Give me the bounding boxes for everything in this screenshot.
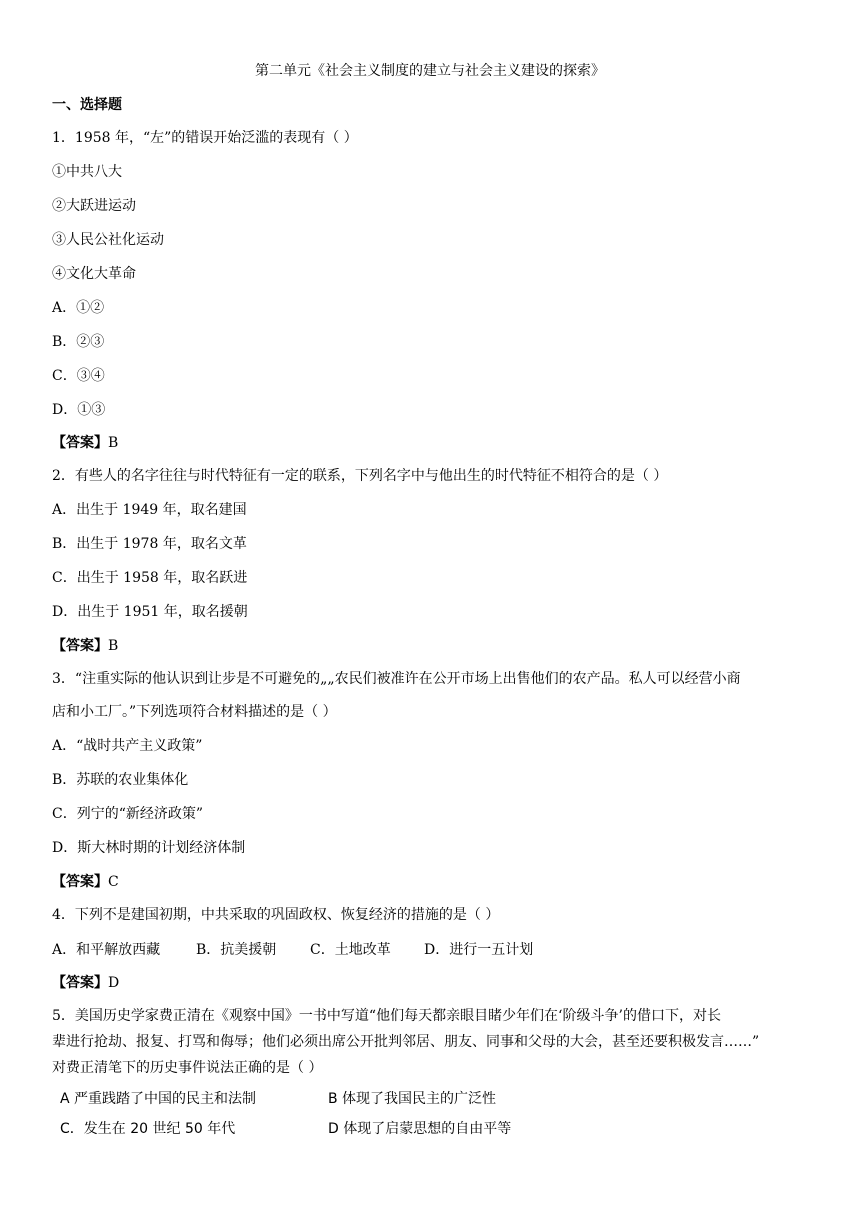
- question-2-answer: [52, 636, 118, 656]
- question-3-stem-line-1: 3．“注重实际的他认识到让步是不可避免的„„农民们被准许在公开市场上出售他们的农产品。私人可以经营小商: [52, 671, 741, 687]
- question-4-option-b: B．抗美援朝: [196, 942, 277, 958]
- answer-label: 【答案】: [52, 638, 108, 654]
- question-2-option-a: A．出生于 1949 年，取名建国: [52, 502, 247, 518]
- question-3-option-a: A．“战时共产主义政策”: [52, 738, 203, 754]
- question-3-answer: [52, 872, 119, 892]
- section-heading: 一、选择题: [52, 97, 122, 113]
- question-1-item-4: ④文化大革命: [52, 266, 136, 282]
- question-5-options-row-2: [60, 1119, 511, 1139]
- document-title: 第二单元《社会主义制度的建立与社会主义建设的探索》: [255, 63, 605, 79]
- question-1-item-1: ①中共八大: [52, 164, 122, 180]
- question-5-stem-line-1: 5．美国历史学家费正清在《观察中国》一书中写道“他们每天都亲眼目睹少年们在‘阶级斗争’的借口下，对长: [52, 1008, 721, 1024]
- question-5-option-c: C．发生在 20 世纪 50 年代: [60, 1121, 236, 1137]
- question-1-stem: 1．1958 年，“左”的错误开始泛滥的表现有（ ）: [52, 130, 358, 146]
- question-1-answer: [52, 433, 118, 453]
- answer-value: B: [108, 638, 119, 654]
- question-1-option-c: C．③④: [52, 368, 105, 384]
- question-4-option-d: D．进行一五计划: [424, 942, 534, 958]
- question-1-option-d: D．①③: [52, 402, 106, 418]
- question-4-option-a: A．和平解放西藏: [52, 942, 161, 958]
- answer-value: D: [108, 975, 120, 991]
- question-1-item-2: ②大跃进运动: [52, 198, 136, 214]
- question-1-option-a: A．①②: [52, 300, 105, 316]
- question-2-option-c: C．出生于 1958 年，取名跃进: [52, 570, 248, 586]
- answer-label: 【答案】: [52, 975, 108, 991]
- question-5-stem-line-3: 对费正清笔下的历史事件说法正确的是（ ）: [52, 1060, 323, 1076]
- question-2-option-d: D．出生于 1951 年，取名援朝: [52, 604, 248, 620]
- question-2-option-b: B．出生于 1978 年，取名文革: [52, 536, 247, 552]
- question-4-options-row: [52, 940, 533, 960]
- question-3-option-d: D．斯大林时期的计划经济体制: [52, 840, 246, 856]
- question-3-stem-line-2: 店和小工厂。”下列选项符合材料描述的是（ ）: [52, 704, 337, 720]
- question-4-stem: 4．下列不是建国初期，中共采取的巩固政权、恢复经济的措施的是（ ）: [52, 907, 500, 923]
- answer-label: 【答案】: [52, 874, 108, 890]
- question-5-options-row-1: [60, 1089, 496, 1109]
- question-3-option-b: B．苏联的农业集体化: [52, 772, 189, 788]
- answer-label: 【答案】: [52, 435, 108, 451]
- question-5-option-d: D 体现了启蒙思想的自由平等: [328, 1121, 512, 1137]
- question-2-stem: 2．有些人的名字往往与时代特征有一定的联系，下列名字中与他出生的时代特征不相符合的是（ ）: [52, 468, 668, 484]
- question-5-option-b: B 体现了我国民主的广泛性: [328, 1091, 497, 1107]
- question-1-option-b: B．②③: [52, 334, 105, 350]
- answer-value: C: [108, 874, 119, 890]
- question-1-item-3: ③人民公社化运动: [52, 232, 164, 248]
- question-5-stem-line-2: 辈进行抢劫、报复、打骂和侮辱；他们必须出席公开批判邻居、朋友、同事和父母的大会，甚至还要积极发言……”: [52, 1034, 760, 1050]
- question-4-answer: [52, 973, 119, 993]
- question-3-option-c: C．列宁的“新经济政策”: [52, 806, 204, 822]
- answer-value: B: [108, 435, 119, 451]
- question-4-option-c: C．土地改革: [310, 942, 391, 958]
- question-5-option-a: A 严重践踏了中国的民主和法制: [60, 1091, 257, 1107]
